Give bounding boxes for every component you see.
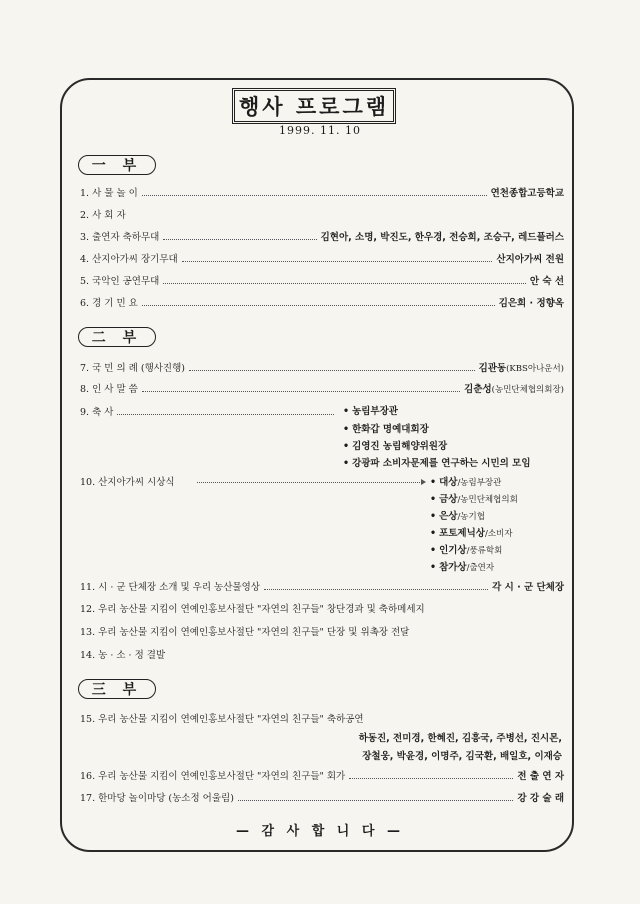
performer-names: 하동진, 전미경, 한혜진, 김흥국, 주병선, 진시몬, (358, 733, 562, 744)
closing-thanks: — 감 사 합 니 다 — (236, 824, 404, 839)
program-title: 행사 프로그램 (232, 88, 396, 124)
program-item: 6. 경 기 민 요 김은희 · 정향옥 (80, 298, 564, 309)
event-date: 1999. 11. 10 (279, 124, 361, 137)
program-item: 1. 사 물 놀 이 연천종합고등학교 (80, 188, 564, 199)
program-item: 10. 산지아가씨 시상식 (80, 477, 175, 488)
award-item: • 참가상/출연자 (430, 562, 495, 573)
award-item: • 포토제닉상/소비자 (430, 528, 513, 539)
program-item: 14. 농 · 소 · 정 결발 (80, 650, 166, 661)
program-item: 15. 우리 농산물 지킴이 연예인홍보사절단 "자연의 친구들" 축하공연 (80, 714, 364, 725)
part-3-heading: 三 부 (78, 679, 156, 699)
program-item: 5. 국악인 공연무대 안 숙 선 (80, 276, 564, 287)
program-item: 11. 시 · 군 단체장 소개 및 우리 농산물영상 각 시 · 군 단체장 (80, 582, 564, 593)
program-item: 12. 우리 농산물 지킴이 연예인홍보사절단 "자연의 친구들" 창단경과 및 축하메세지 (80, 604, 425, 615)
program-item: 2. 사 회 자 (80, 210, 126, 221)
program-item: 13. 우리 농산물 지킴이 연예인홍보사절단 "자연의 친구들" 단장 및 위촉장 전달 (80, 627, 410, 638)
program-item: 7. 국 민 의 례 (행사진행) 김관동(KBS아나운서) (80, 363, 564, 374)
arrow-icon (197, 482, 422, 483)
program-item: 9. 축 사 (80, 403, 338, 419)
speaker-item: • 농림부장관 (343, 406, 398, 417)
program-item: 17. 한마당 놀이마당 (농소정 어울림) 강 강 술 래 (80, 793, 564, 804)
award-item: • 대상/농림부장관 (430, 477, 502, 488)
award-item: • 금상/농민단체협의회 (430, 494, 518, 505)
part-2-heading: 二 부 (78, 327, 156, 347)
award-item: • 은상/농기협 (430, 511, 485, 522)
performer-names: 장철웅, 박윤경, 이명주, 김국환, 배일호, 이재승 (362, 751, 562, 762)
award-item: • 인기상/풍류학회 (430, 545, 503, 556)
speaker-item: • 한화갑 명예대회장 (343, 424, 429, 435)
part-1-heading: 一 부 (78, 155, 156, 175)
program-item: 4. 산지아가씨 장기무대 산지아가씨 전원 (80, 254, 564, 265)
speaker-item: • 강광파 소비자문제를 연구하는 시민의 모임 (343, 458, 531, 469)
program-item: 16. 우리 농산물 지킴이 연예인홍보사절단 "자연의 친구들" 회가 전 출 연 자 (80, 771, 564, 782)
program-item: 3. 출연자 축하무대 김현아, 소명, 박진도, 한우경, 전승희, 조승구, 레드플러스 (80, 232, 564, 243)
program-item: 8. 인 사 말 씀 김춘성(농민단체협의회장) (80, 384, 564, 395)
speaker-item: • 김영진 농림해양위원장 (343, 441, 448, 452)
